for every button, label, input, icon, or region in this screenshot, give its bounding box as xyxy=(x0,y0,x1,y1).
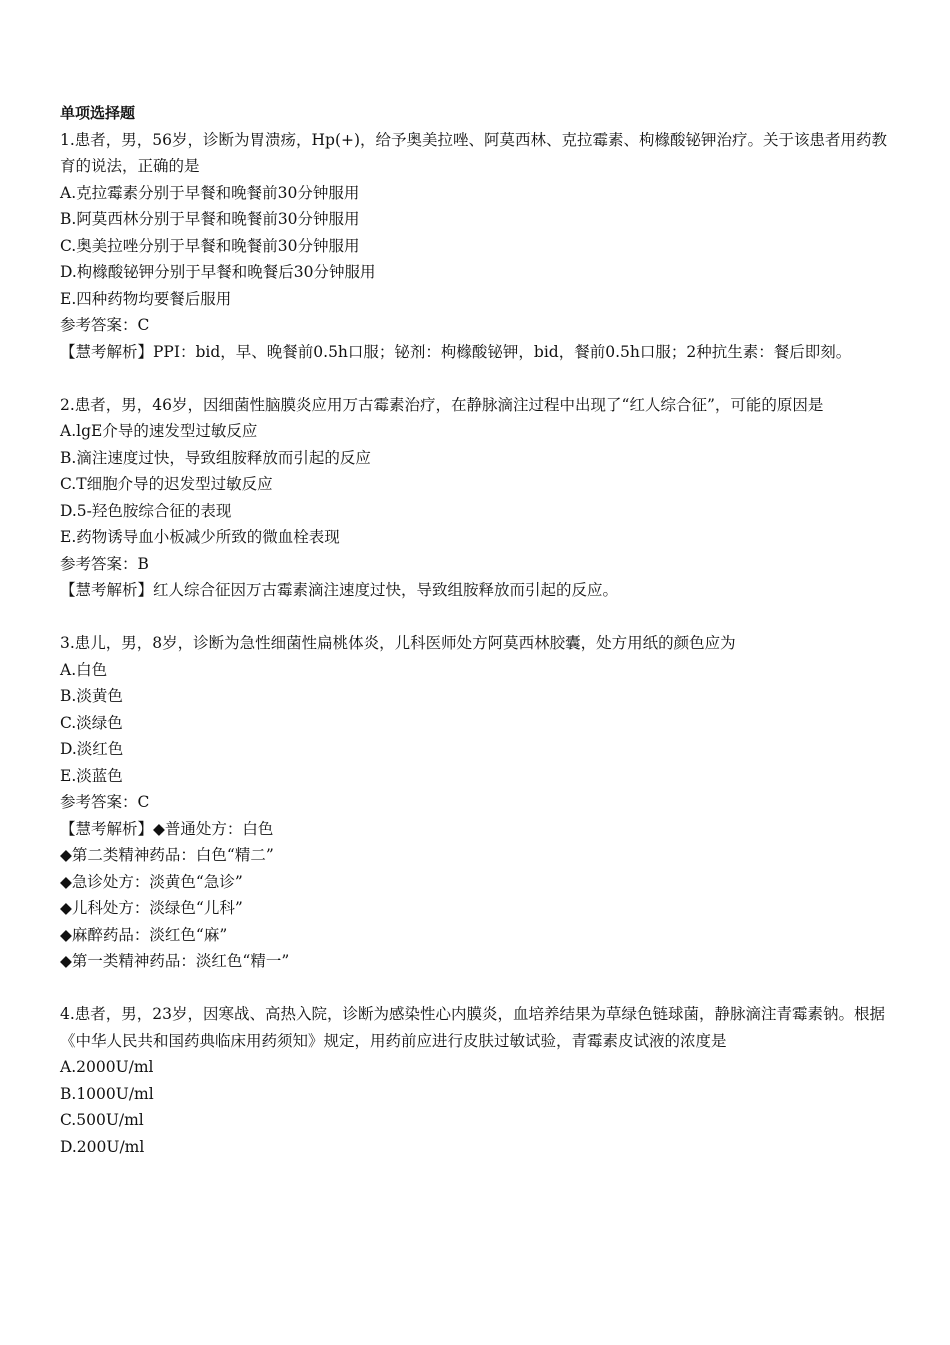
option-d: D.枸橼酸铋钾分别于早餐和晚餐后30分钟服用 xyxy=(60,263,376,281)
spacer xyxy=(60,975,895,1002)
question-stem: 3.患儿，男，8岁，诊断为急性细菌性扁桃体炎，儿科医师处方阿莫西林胶囊，处方用纸的颜色应为 xyxy=(60,634,736,652)
question-2 xyxy=(60,392,895,604)
analysis-line: ◆麻醉药品：淡红色“麻” xyxy=(60,925,228,944)
option-d: D.淡红色 xyxy=(60,740,124,758)
analysis-line: ◆第一类精神药品：淡红色“精一” xyxy=(60,952,290,970)
option-e: E.四种药物均要餐后服用 xyxy=(60,289,232,308)
analysis-line: ◆儿科处方：淡绿色“儿科” xyxy=(60,899,243,917)
section-title: 单项选择题 xyxy=(60,104,136,122)
analysis: 【慧考解析】PPI：bid，早、晚餐前0.5h口服；铋剂：枸橼酸铋钾，bid，餐前0.5h口服；2种抗生素：餐后即刻。 xyxy=(60,342,852,361)
question-3 xyxy=(60,630,895,975)
answer: 参考答案：C xyxy=(60,316,150,334)
analysis-line: ◆急诊处方：淡黄色“急诊” xyxy=(60,872,243,891)
question-stem: 4.患者，男，23岁，因寒战、高热入院，诊断为感染性心内膜炎，血培养结果为草绿色链球菌，静脉滴注青霉素钠。根据《中华人民共和国药典临床用药须知》规定，用药前应进行皮肤过敏试验，青霉素皮试液的浓度是 xyxy=(60,1005,886,1050)
question-stem: 1.患者，男，56岁，诊断为胃溃疡，Hp(+)，给予奥美拉唑、阿莫西林、克拉霉素、枸橼酸铋钾治疗。关于该患者用药教育的说法，正确的是 xyxy=(60,130,888,175)
spacer xyxy=(60,365,895,392)
spacer xyxy=(60,604,895,631)
question-4 xyxy=(60,1001,895,1160)
option-a: A.2000U/ml xyxy=(60,1058,154,1076)
option-d: D.200U/ml xyxy=(60,1137,145,1156)
analysis: 【慧考解析】红人综合征因万古霉素滴注速度过快，导致组胺释放而引起的反应。 xyxy=(60,581,619,599)
option-c: C.T细胞介导的迟发型过敏反应 xyxy=(60,475,273,493)
option-c: C.500U/ml xyxy=(60,1111,144,1129)
document-page xyxy=(60,100,895,1160)
option-b: B.阿莫西林分别于早餐和晚餐前30分钟服用 xyxy=(60,210,360,228)
option-a: A.克拉霉素分别于早餐和晚餐前30分钟服用 xyxy=(60,183,360,202)
question-stem: 2.患者，男，46岁，因细菌性脑膜炎应用万古霉素治疗，在静脉滴注过程中出现了“红人综合征”，可能的原因是 xyxy=(60,395,824,414)
analysis: 【慧考解析】◆普通处方：白色 xyxy=(60,819,274,838)
answer: 参考答案：C xyxy=(60,793,150,811)
analysis-line: ◆第二类精神药品：白色“精二” xyxy=(60,846,274,864)
option-a: A.白色 xyxy=(60,660,108,679)
option-b: B.1000U/ml xyxy=(60,1084,154,1103)
question-1 xyxy=(60,127,895,366)
option-c: C.淡绿色 xyxy=(60,713,123,732)
option-c: C.奥美拉唑分别于早餐和晚餐前30分钟服用 xyxy=(60,236,360,255)
option-a: A.lgE介导的速发型过敏反应 xyxy=(60,422,258,440)
answer: 参考答案：B xyxy=(60,554,149,573)
option-b: B.淡黄色 xyxy=(60,687,123,705)
option-d: D.5-羟色胺综合征的表现 xyxy=(60,501,232,520)
option-b: B.滴注速度过快，导致组胺释放而引起的反应 xyxy=(60,448,371,467)
option-e: E.淡蓝色 xyxy=(60,766,123,785)
option-e: E.药物诱导血小板减少所致的微血栓表现 xyxy=(60,528,340,546)
